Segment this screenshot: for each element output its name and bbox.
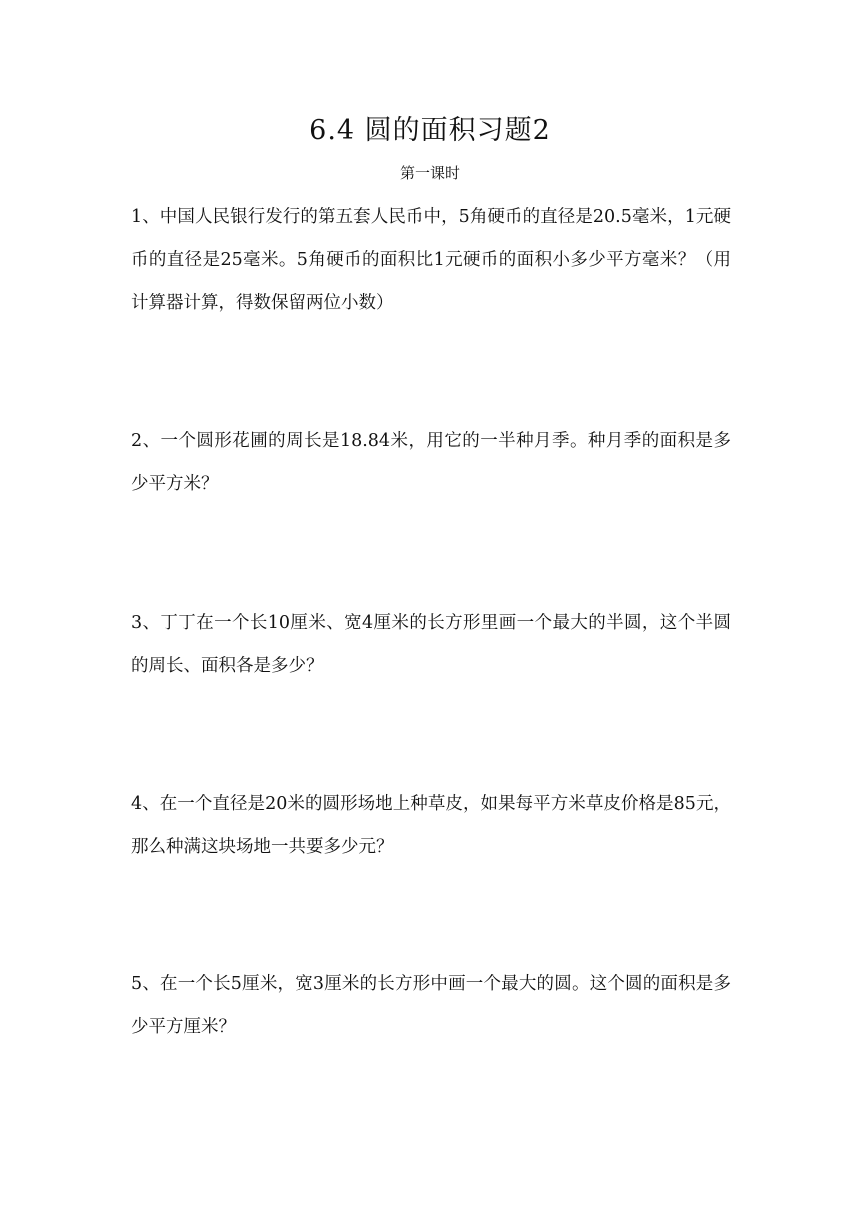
question-2: 2、一个圆形花圃的周长是18.84米，用它的一半种月季。种月季的面积是多少平方米？	[131, 431, 731, 494]
question-3: 3、丁丁在一个长10厘米、宽4厘米的长方形里画一个最大的半圆，这个半圆的周长、面积各是多少？	[131, 613, 731, 676]
lesson-subtitle: 第一课时	[399, 164, 460, 182]
question-5: 5、在一个长5厘米，宽3厘米的长方形中画一个最大的圆。这个圆的面积是多少平方厘米？	[131, 974, 731, 1037]
page-title: 6.4 圆的面积习题2	[309, 115, 551, 146]
question-1: 1、中国人民银行发行的第五套人民币中，5角硬币的直径是20.5毫米，1元硬币的直径是25毫米。5角硬币的面积比1元硬币的面积小多少平方毫米？（用计算器计算，得数保留两位小数）	[131, 207, 731, 313]
question-4: 4、在一个直径是20米的圆形场地上种草皮，如果每平方米草皮价格是85元，那么种满这块场地一共要多少元？	[131, 794, 731, 857]
